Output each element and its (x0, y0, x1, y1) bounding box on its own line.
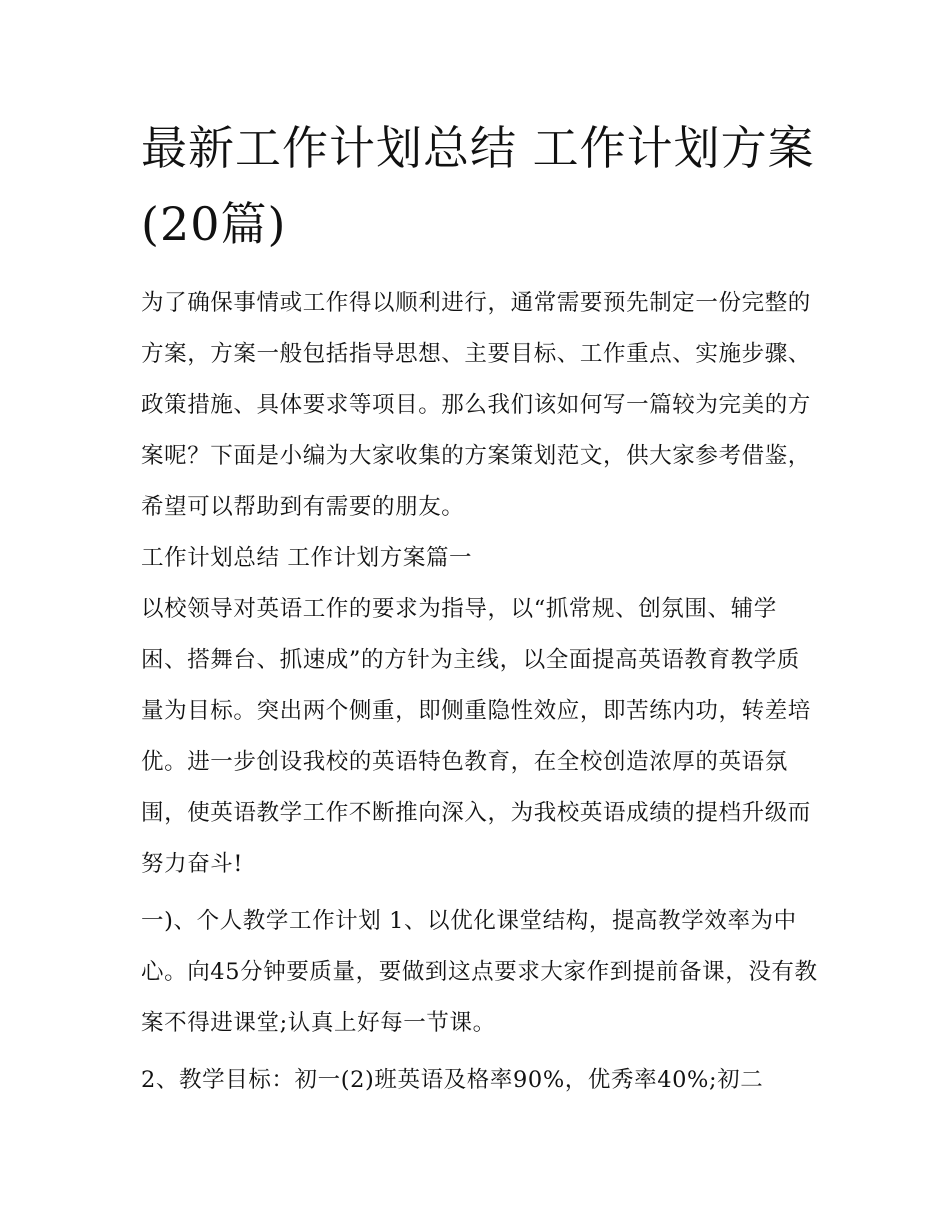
section-heading: 工作计划总结 工作计划方案篇一 (141, 545, 473, 571)
teaching-goal-paragraph: 2、教学目标：初一(2)班英语及格率90%，优秀率40%;初二 (141, 1067, 764, 1093)
guideline-paragraph: 以校领导对英语工作的要求为指导，以“抓常规、创氛围、辅学困、搭舞台、抓速成”的方针为主线，以全面提高英语教育教学质量为目标。突出两个侧重，即侧重隐性效应，即苦练内功，转差培优。进一步创设我校的英语特色教育，在全校创造浓厚的英语氛围，使英语教学工作不断推向深入，为我校英语成绩的提档升级而努力奋斗! (141, 596, 811, 877)
teaching-plan-paragraph: 一)、个人教学工作计划 1、以优化课堂结构，提高教学效率为中心。向45分钟要质量，要做到这点要求大家作到提前备课，没有教案不得进课堂;认真上好每一节课。 (141, 908, 818, 1036)
document-page (141, 110, 821, 1106)
intro-paragraph: 为了确保事情或工作得以顺利进行，通常需要预先制定一份完整的方案，方案一般包括指导思想、主要目标、工作重点、实施步骤、政策措施、具体要求等项目。那么我们该如何写一篇较为完美的方案呢？下面是小编为大家收集的方案策划范文，供大家参考借鉴，希望可以帮助到有需要的朋友。 (141, 290, 811, 520)
document-title: 最新工作计划总结 工作计划方案(20篇) (141, 121, 815, 251)
